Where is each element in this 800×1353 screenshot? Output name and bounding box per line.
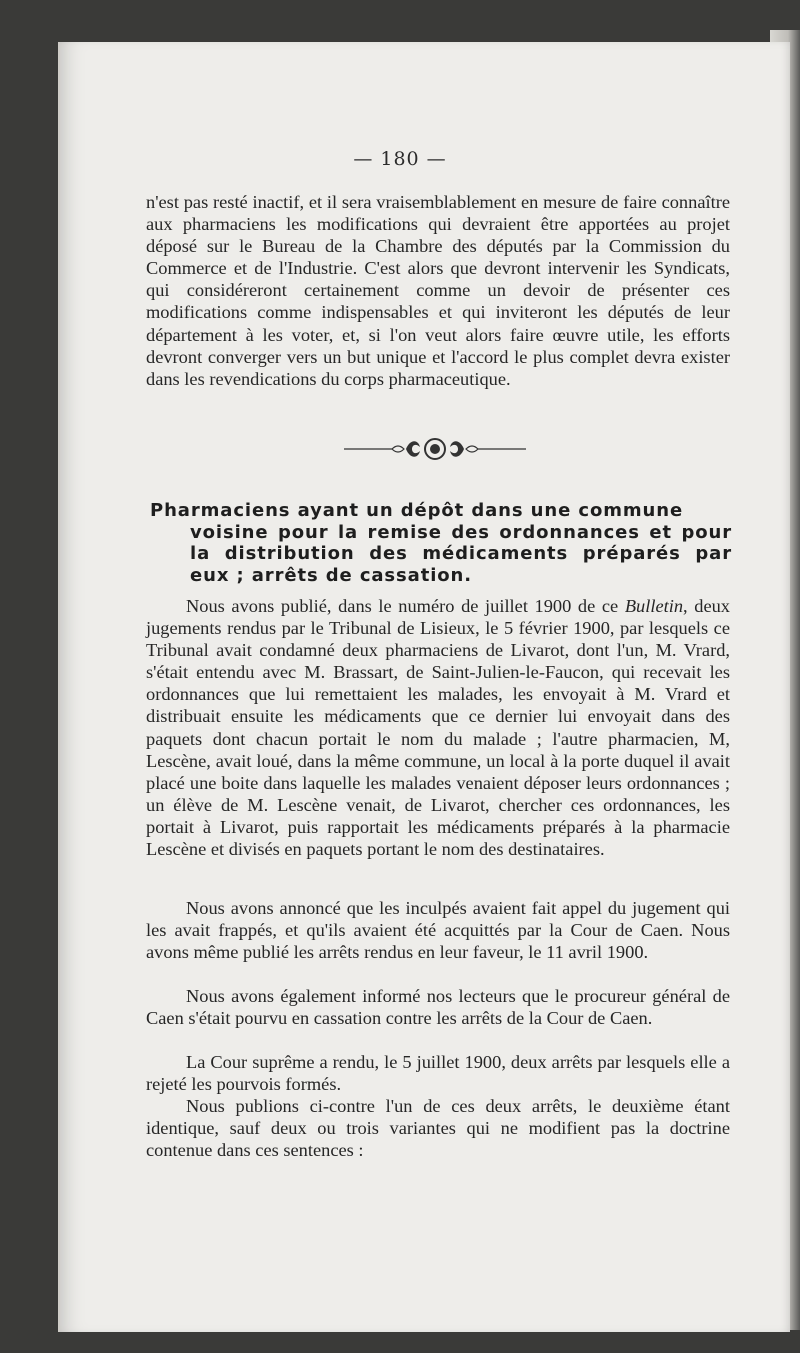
heading-continuation: voisine pour la remise des ordonnances et pour la distribution des médicaments préparés par eux ; arrêts de cassation.	[190, 521, 732, 586]
paragraph-continuation: n'est pas resté inactif, et il sera vraisemblablement en mesure de faire connaître aux pharmaciens les modifications qui devraient être apportées au projet déposé sur le Bureau de la Chambre des députés par la Commission du Commerce et de l'Industrie. C'est alors que devront intervenir les Syndicats, qui considéreront certainement comme un devoir de présenter ces modifications comme indispensables et qui inviteront les députés de leur département à les voter, et, si l'on veut alors faire œuvre utile, les efforts devront converger vers un but unique et l'accord le plus complet devra exister dans les revendications du corps pharmaceutique.	[146, 192, 730, 389]
paragraph-publication: Nous publions ci-contre l'un de ces deux arrêts, le deuxième étant identique, sauf deux ou trois variantes qui ne modifient pas la doctrine contenue dans ces sentences :	[146, 1096, 730, 1161]
paragraph-supreme-court: La Cour suprême a rendu, le 5 juillet 1900, deux arrêts par lesquels elle a rejeté les pourvois formés.	[146, 1052, 730, 1095]
paragraph-judgements-rest: , deux jugements rendus par le Tribunal de Lisieux, le 5 février 1900, par lesquels ce Tribunal avait condamné deux pharmaciens de Livarot, dont l'un, M. Vrard, s'était entendu avec M. Brassart, de Saint-Julien-le-Faucon, qui recevait les ordonnances que lui remettaient les malades, les envoyait à M. Vrard et distribuait ensuite les médicaments que ce dernier lui envoyait dans des paquets dont chacun portait le nom du malade ; l'autre pharmacien, M, Lescène, avait loué, dans la même commune, un local à la porte duquel il avait placé une boite dans laquelle les malades venaient déposer leurs ordonnances ; un élève de M. Lescène venait, de Livarot, chercher ces ordonnances, les portait à Livarot, puis rapportait les médicaments préparés à la pharmacie Lescène et divisés en paquets portant le nom des destinataires.	[146, 596, 730, 860]
paragraph-judgements	[146, 595, 730, 860]
paragraph-cassation: Nous avons également informé nos lecteurs que le procureur général de Caen s'était pourvu en cassation contre les arrêts de la Cour de Caen.	[146, 986, 730, 1029]
paragraph-appeal: Nous avons annoncé que les inculpés avaient fait appel du jugement qui les avait frappés, et qu'ils avaient été acquittés par la Cour de Caen. Nous avons même publié les arrêts rendus en leur faveur, le 11 avril 1900.	[146, 898, 730, 963]
bulletin-title: Bulletin	[624, 596, 684, 616]
decorative-fleuron-icon	[340, 434, 530, 464]
section-heading	[150, 500, 732, 586]
page-number: — 180 —	[353, 148, 447, 170]
heading-line-1: Pharmaciens ayant un dépôt dans une commune	[150, 500, 684, 521]
paragraph-judgements-start: Nous avons publié, dans le numéro de juillet 1900 de ce	[186, 596, 625, 616]
